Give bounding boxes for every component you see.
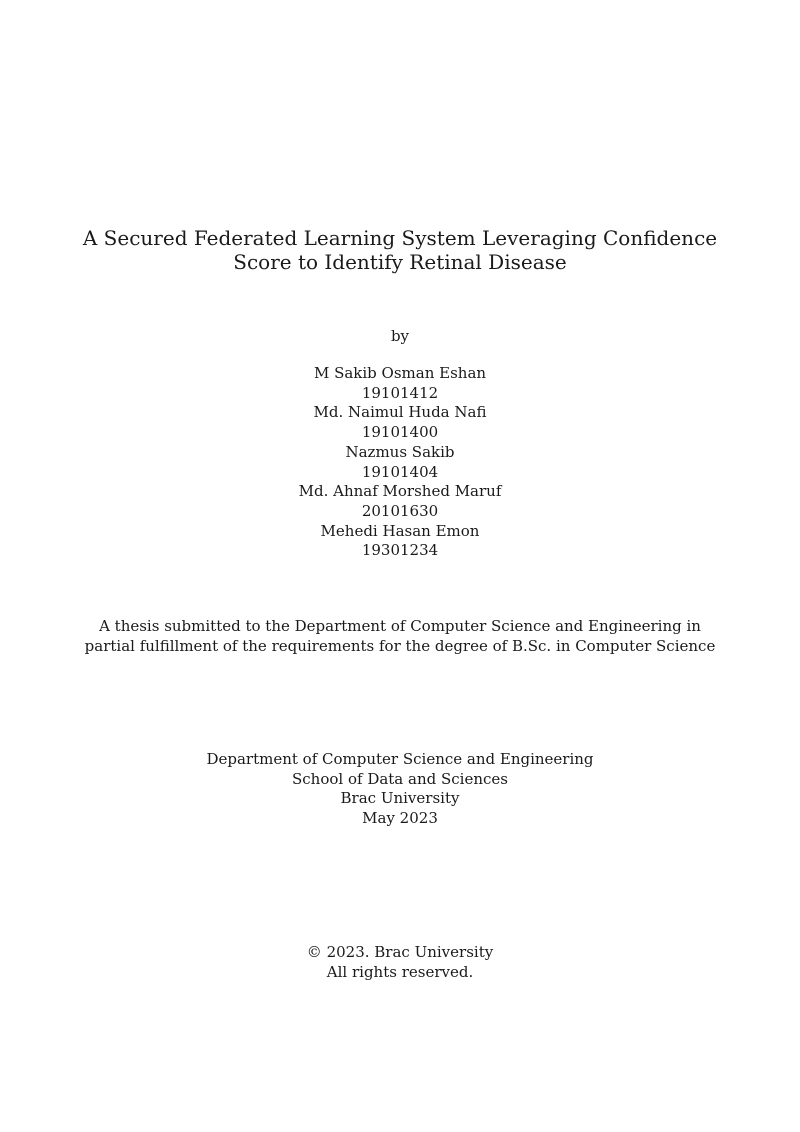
school-name: School of Data and Sciences [292, 769, 508, 788]
author-name: Nazmus Sakib [345, 442, 455, 461]
author-id: 20101630 [361, 501, 439, 520]
thesis-title-line-1: A Secured Federated Learning System Leveraging Confidence [82, 226, 718, 250]
thesis-title-line-2: Score to Identify Retinal Disease [233, 250, 567, 274]
institution-block [0, 750, 800, 828]
author-name: Md. Naimul Huda Nafi [313, 403, 487, 422]
university-name: Brac University [340, 789, 460, 807]
by-label: by [390, 327, 410, 345]
author-id: 19301234 [361, 541, 439, 560]
author-name: Mehedi Hasan Emon [320, 521, 480, 540]
author-name: Md. Ahnaf Morshed Maruf [298, 482, 502, 501]
thesis-title [0, 226, 800, 274]
author-id: 19101412 [361, 383, 439, 402]
rights-reserved-line: All rights reserved. [326, 963, 474, 981]
author-id: 19101404 [361, 462, 439, 481]
submission-date: May 2023 [362, 808, 438, 827]
author-name: M Sakib Osman Eshan [313, 364, 487, 382]
submission-statement [0, 616, 800, 656]
copyright-notice [0, 942, 800, 982]
copyright-line: © 2023. Brac University [306, 943, 494, 961]
author-list [0, 364, 800, 561]
submission-statement-line-1: A thesis submitted to the Department of Computer Science and Engineering in [99, 617, 701, 635]
submission-statement-line-2: partial fulfillment of the requirements for the degree of B.Sc. in Computer Science [84, 637, 716, 655]
author-id: 19101400 [361, 423, 439, 442]
department-name: Department of Computer Science and Engineering [206, 750, 594, 768]
